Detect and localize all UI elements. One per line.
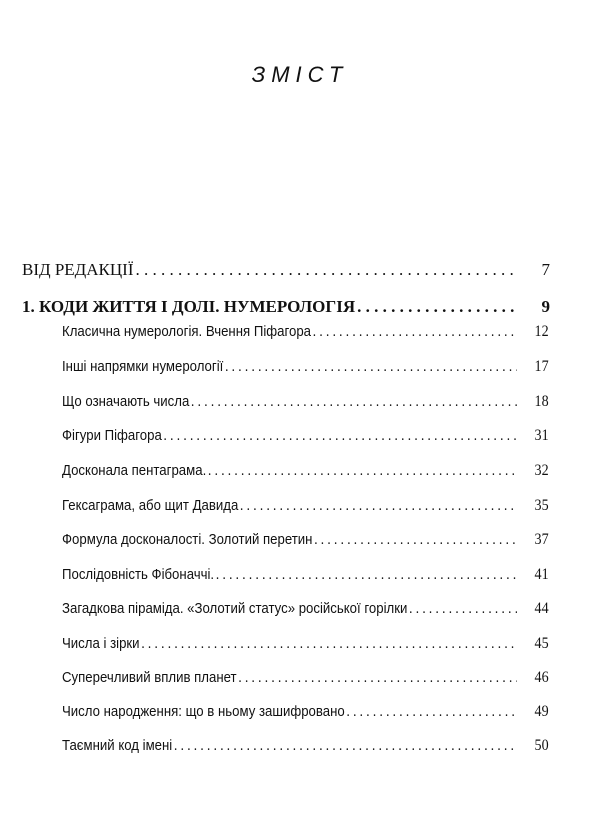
toc-entry-label: Число народження: що в ньому зашифровано xyxy=(62,703,345,720)
toc-page-number: 41 xyxy=(534,566,549,583)
toc-entry[interactable] xyxy=(62,496,549,516)
toc-page-number: 45 xyxy=(534,635,549,652)
dot-leader xyxy=(240,496,517,516)
toc-page-number: 32 xyxy=(534,462,549,479)
toc-page-number: 31 xyxy=(534,427,549,444)
toc-entry[interactable] xyxy=(62,426,549,446)
toc-page-number: 9 xyxy=(541,297,550,316)
toc-entry-editorial[interactable] xyxy=(22,260,550,280)
toc-page-number: 46 xyxy=(534,669,549,686)
dot-leader xyxy=(357,297,514,317)
toc-entry[interactable] xyxy=(62,736,549,756)
toc-entry-label: Інші напрямки нумерології xyxy=(62,358,224,375)
dot-leader xyxy=(174,736,517,756)
toc-entry-label: ВІД РЕДАКЦІЇ xyxy=(22,260,134,279)
toc-entry-label: Формула досконалості. Золотий перетин xyxy=(62,531,313,548)
toc-entry[interactable] xyxy=(62,634,549,654)
toc-entry-label: Загадкова піраміда. «Золотий статус» російської горілки xyxy=(62,600,408,617)
toc-page-number: 12 xyxy=(534,323,549,340)
dot-leader xyxy=(136,260,515,280)
toc-page-number: 17 xyxy=(534,358,549,375)
dot-leader xyxy=(141,634,517,654)
toc-entry[interactable] xyxy=(62,322,549,342)
toc-entry-label: Суперечливий вплив планет xyxy=(62,669,237,686)
toc-entry-label: Класична нумерологія. Вчення Піфагора xyxy=(62,323,312,340)
dot-leader xyxy=(409,599,517,619)
toc-entry-label: Числа і зірки xyxy=(62,635,140,652)
page-title: ЗМІСТ xyxy=(251,62,349,87)
dot-leader xyxy=(314,530,517,550)
toc-entry[interactable] xyxy=(62,530,549,550)
dot-leader xyxy=(208,461,517,481)
toc-page-number: 35 xyxy=(534,497,549,514)
dot-leader xyxy=(346,702,516,722)
toc-entry[interactable] xyxy=(62,357,549,377)
toc-page-number: 7 xyxy=(541,260,550,279)
toc-entry-chapter-1[interactable] xyxy=(22,297,550,317)
toc-entry[interactable] xyxy=(62,565,549,585)
toc-entry-label: Таємний код імені xyxy=(62,737,173,754)
toc-page-number: 37 xyxy=(534,531,549,548)
toc-page-number: 49 xyxy=(534,703,549,720)
toc-page-number: 18 xyxy=(534,393,549,410)
dot-leader xyxy=(164,426,517,446)
toc-entry[interactable] xyxy=(62,392,549,412)
toc-entry[interactable] xyxy=(62,668,549,688)
dot-leader xyxy=(225,357,517,377)
toc-entry-label: Досконала пентаграма. xyxy=(62,462,207,479)
toc-page-number: 44 xyxy=(534,600,549,617)
dot-leader xyxy=(313,322,517,342)
toc-entry-label: 1. КОДИ ЖИТТЯ І ДОЛІ. НУМЕРОЛОГІЯ xyxy=(22,297,356,316)
toc-entry-label: Що означають числа xyxy=(62,393,190,410)
toc-entry-label: Гексаграма, або щит Давида xyxy=(62,497,239,514)
toc-entry[interactable] xyxy=(62,702,549,722)
dot-leader xyxy=(191,392,517,412)
toc-entry[interactable] xyxy=(62,599,549,619)
dot-leader xyxy=(216,565,517,585)
toc-entry-label: Фігури Піфагора xyxy=(62,427,162,444)
toc-page-number: 50 xyxy=(534,737,549,754)
toc-entry-label: Послідовність Фібоначчі. xyxy=(62,566,215,583)
toc-entry[interactable] xyxy=(62,461,549,481)
dot-leader xyxy=(238,668,517,688)
